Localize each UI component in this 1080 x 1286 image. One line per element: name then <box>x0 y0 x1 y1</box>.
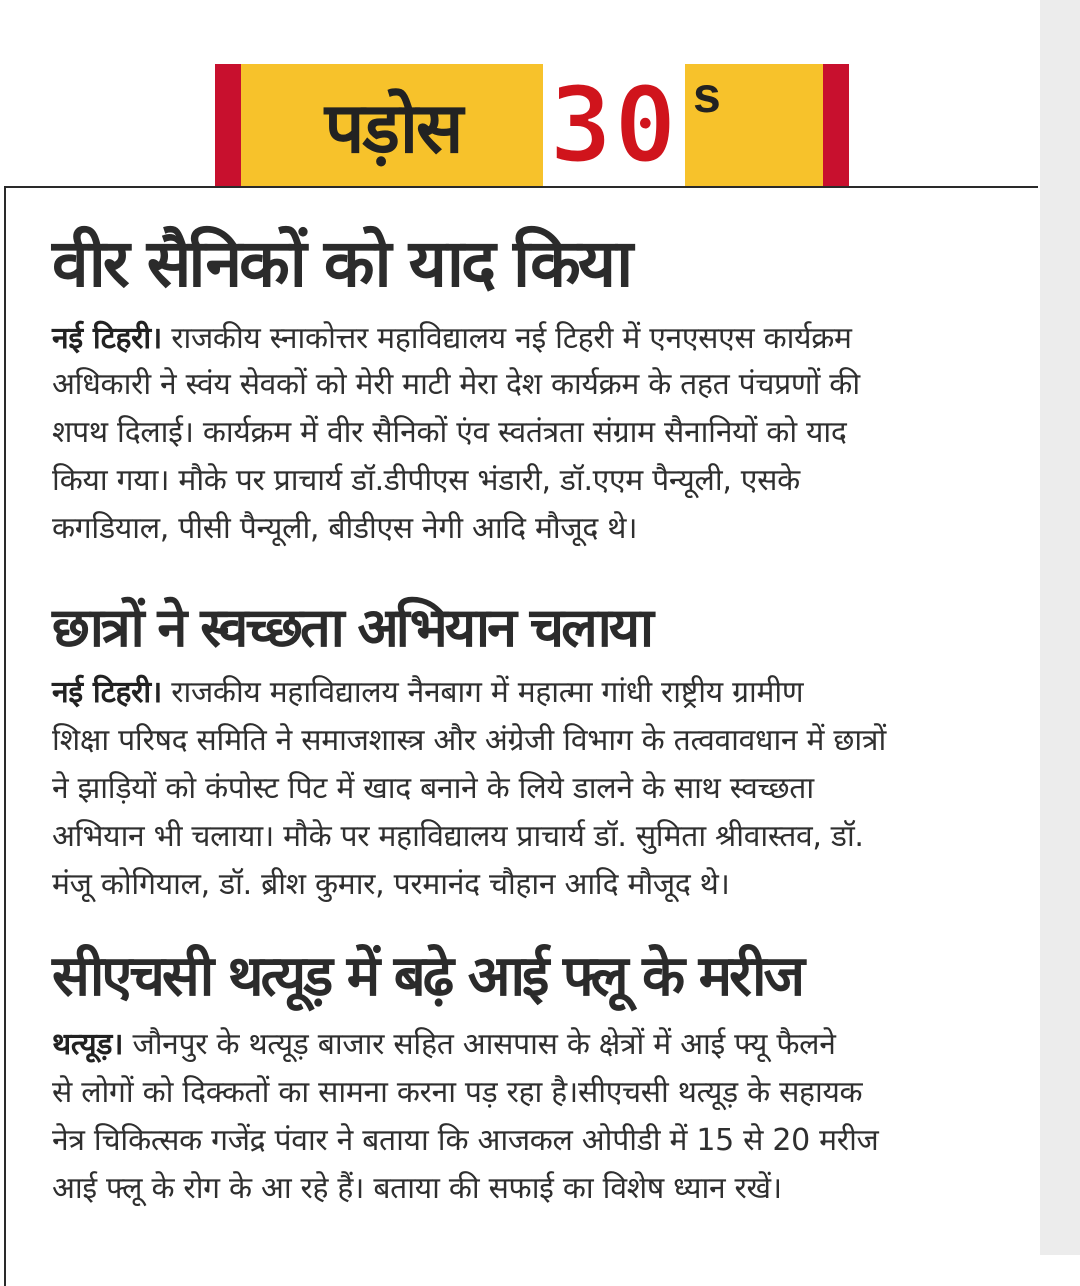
article-2-line-5: मंजू कोगियाल, डॉ. ब्रीश कुमार, परमानंद चौहान आदि मौजूद थे। <box>52 867 730 902</box>
masthead-number: 30 <box>549 64 679 186</box>
article-1-line-4: किया गया। मौके पर प्राचार्य डॉ.डीपीएस भंडारी, डॉ.एएम पैन्यूली, एसके <box>52 463 800 498</box>
masthead-number-block <box>543 64 685 186</box>
article-2-line-1 <box>52 670 803 716</box>
masthead-suffix: s <box>693 67 721 123</box>
article-3-dateline: थत्यूड़। <box>52 1027 124 1062</box>
article-3-line-2: से लोगों को दिक्कतों का सामना करना पड़ रहा है।सीएचसी थत्यूड़ के सहायक <box>52 1075 863 1110</box>
article-2-dateline: नई टिहरी। <box>52 675 162 710</box>
article-3-line-1-text: जौनपुर के थत्यूड़ बाजार सहित आसपास के क्षेत्रों में आई फ्यू फैलने <box>123 1027 836 1062</box>
article-1-line-3: शपथ दिलाई। कार्यक्रम में वीर सैनिकों एंव स्वतंत्रता संग्राम सैनानियों को याद <box>52 415 847 450</box>
section-masthead <box>215 64 849 186</box>
page-margin-strip <box>1040 0 1080 1255</box>
article-1-line-2: अधिकारी ने स्वंय सेवकों को मेरी माटी मेरा देश कार्यक्रम के तहत पंचप्रणों की <box>52 367 860 402</box>
masthead-red-bar-left <box>215 64 241 186</box>
article-1-line-1-text: राजकीय स्नाकोत्तर महाविद्यालय नई टिहरी में एनएसएस कार्यक्रम <box>161 321 852 356</box>
article-3-headline: सीएचसी थत्यूड़ में बढ़े आई फ्लू के मरीज <box>52 944 803 1009</box>
masthead-title-block <box>245 64 541 186</box>
article-3-line-4: आई फ्लू के रोग के आ रहे हैं। बताया की सफाई का विशेष ध्यान रखें। <box>52 1171 782 1206</box>
article-1-dateline: नई टिहरी। <box>52 321 162 356</box>
article-1-line-1 <box>52 316 852 362</box>
next-headline-cutoff <box>52 1244 692 1258</box>
article-2-line-4: अभियान भी चलाया। मौके पर महाविद्यालय प्राचार्य डॉ. सुमिता श्रीवास्तव, डॉ. <box>52 819 864 854</box>
masthead-red-bar-right <box>823 64 849 186</box>
article-2-line-3: ने झाड़ियों को कंपोस्ट पिट में खाद बनाने के लिये डालने के साथ स्वच्छता <box>52 771 814 806</box>
article-1-headline: वीर सैनिकों को याद किया <box>52 225 631 302</box>
article-2-line-2: शिक्षा परिषद समिति ने समाजशास्त्र और अंग्रेजी विभाग के तत्ववावधान में छात्रों <box>52 723 886 758</box>
article-1-line-5: कगडियाल, पीसी पैन्यूली, बीडीएस नेगी आदि मौजूद थे। <box>52 511 638 546</box>
article-3-line-3: नेत्र चिकित्सक गजेंद्र पंवार ने बताया कि आजकल ओपीडी में 15 से 20 मरीज <box>52 1123 879 1158</box>
article-2-line-1-text: राजकीय महाविद्यालय नैनबाग में महात्मा गांधी राष्ट्रीय ग्रामीण <box>161 675 804 710</box>
masthead-title: पड़ोस <box>324 87 462 169</box>
article-3-line-1 <box>52 1022 836 1068</box>
article-2-headline: छात्रों ने स्वच्छता अभियान चलाया <box>52 596 651 659</box>
